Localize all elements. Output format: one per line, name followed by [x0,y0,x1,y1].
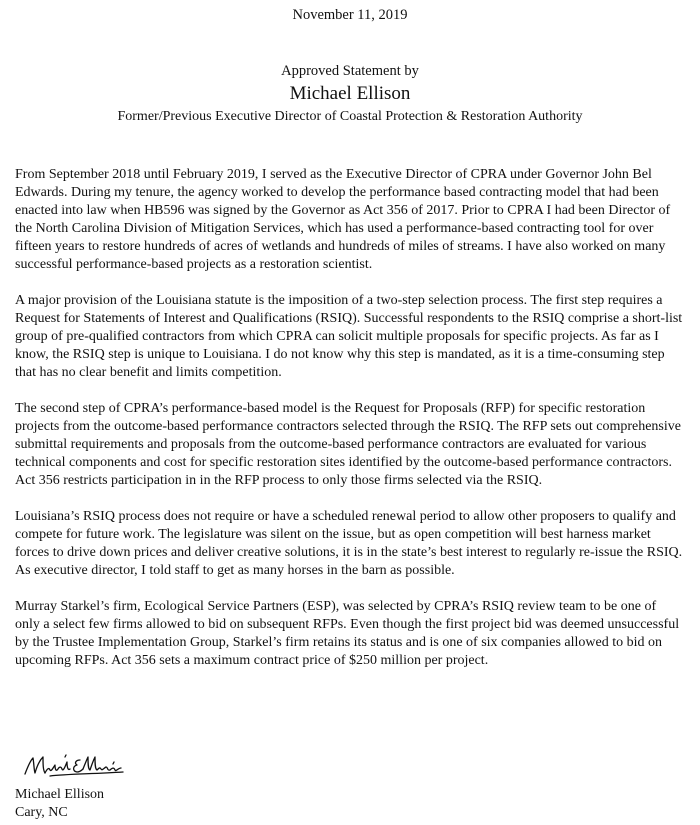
paragraph-rfp-step: The second step of CPRA’s performance-based model is the Request for Proposals (RFP) for specific restoration projects from the outcome-based performance contractors selected through the RSIQ. The RFP sets out comprehensive submittal requirements and proposals from the outcome-based performance contractors are evaluated for various technical components and cost for specific restoration sites identified by the outcome-based performance contractors. Act 356 restricts participation in in the RFP process to only those firms selected via the RSIQ. [15,401,681,488]
signer-name: Michael Ellison [15,787,105,802]
paragraph-background: From September 2018 until February 2019, I served as the Executive Director of CPRA under Governor John Bel Edwards. During my tenure, the agency worked to develop the performance based contracting model that had been enacted into law when HB596 was signed by the Governor as Act 356 of 2017. Prior to CPRA I had been Director of the North Carolina Division of Mitigation Services, which has used a performance-based contracting tool for over fifteen years to restore hundreds of acres of wetlands and hundreds of miles of streams. I have also worked on many successful performance-based projects as a restoration scientist. [15,167,671,272]
statement-body [15,166,683,688]
signer-location: Cary, NC [15,805,68,820]
handwritten-signature [22,752,126,782]
approved-label: Approved Statement by [281,63,419,79]
paragraph-rsiq-step: A major provision of the Louisiana statute is the imposition of a two-step selection process. The first step requires a Request for Statements of Interest and Qualifications (RSIQ). Successful respondents to the RSIQ comprise a short-list group of pre-qualified contractors from which CPRA can solicit multiple proposals for specific projects. As far as I know, the RSIQ step is unique to Louisiana. I do not know why this step is mandated, as it is a time-consuming step that has no clear benefit and limits competition. [15,293,683,380]
statement-date: November 11, 2019 [292,7,408,23]
signature-block [15,786,104,822]
paragraph-renewal: Louisiana’s RSIQ process does not require or have a scheduled renewal period to allow other proposers to qualify and compete for future work. The legislature was silent on the issue, but as open competition will best harness market forces to drive down prices and deliver creative solutions, it is in the state’s best interest to regularly re-issue the RSIQ. As executive director, I told staff to get as many horses in the barn as possible. [15,509,683,578]
author-role: Former/Previous Executive Director of Coastal Protection & Restoration Authority [117,109,583,124]
paragraph-esp-firm: Murray Starkel’s firm, Ecological Service Partners (ESP), was selected by CPRA’s RSIQ review team to be one of only a select few firms allowed to bid on subsequent RFPs. Even though the first project bid was deemed unsuccessful by the Trustee Implementation Group, Starkel’s firm retains its status and is one of six companies allowed to bid on upcoming RFPs. Act 356 sets a maximum contract price of $250 million per project. [15,599,680,668]
author-name-heading: Michael Ellison [289,83,411,104]
statement-heading [0,62,700,126]
